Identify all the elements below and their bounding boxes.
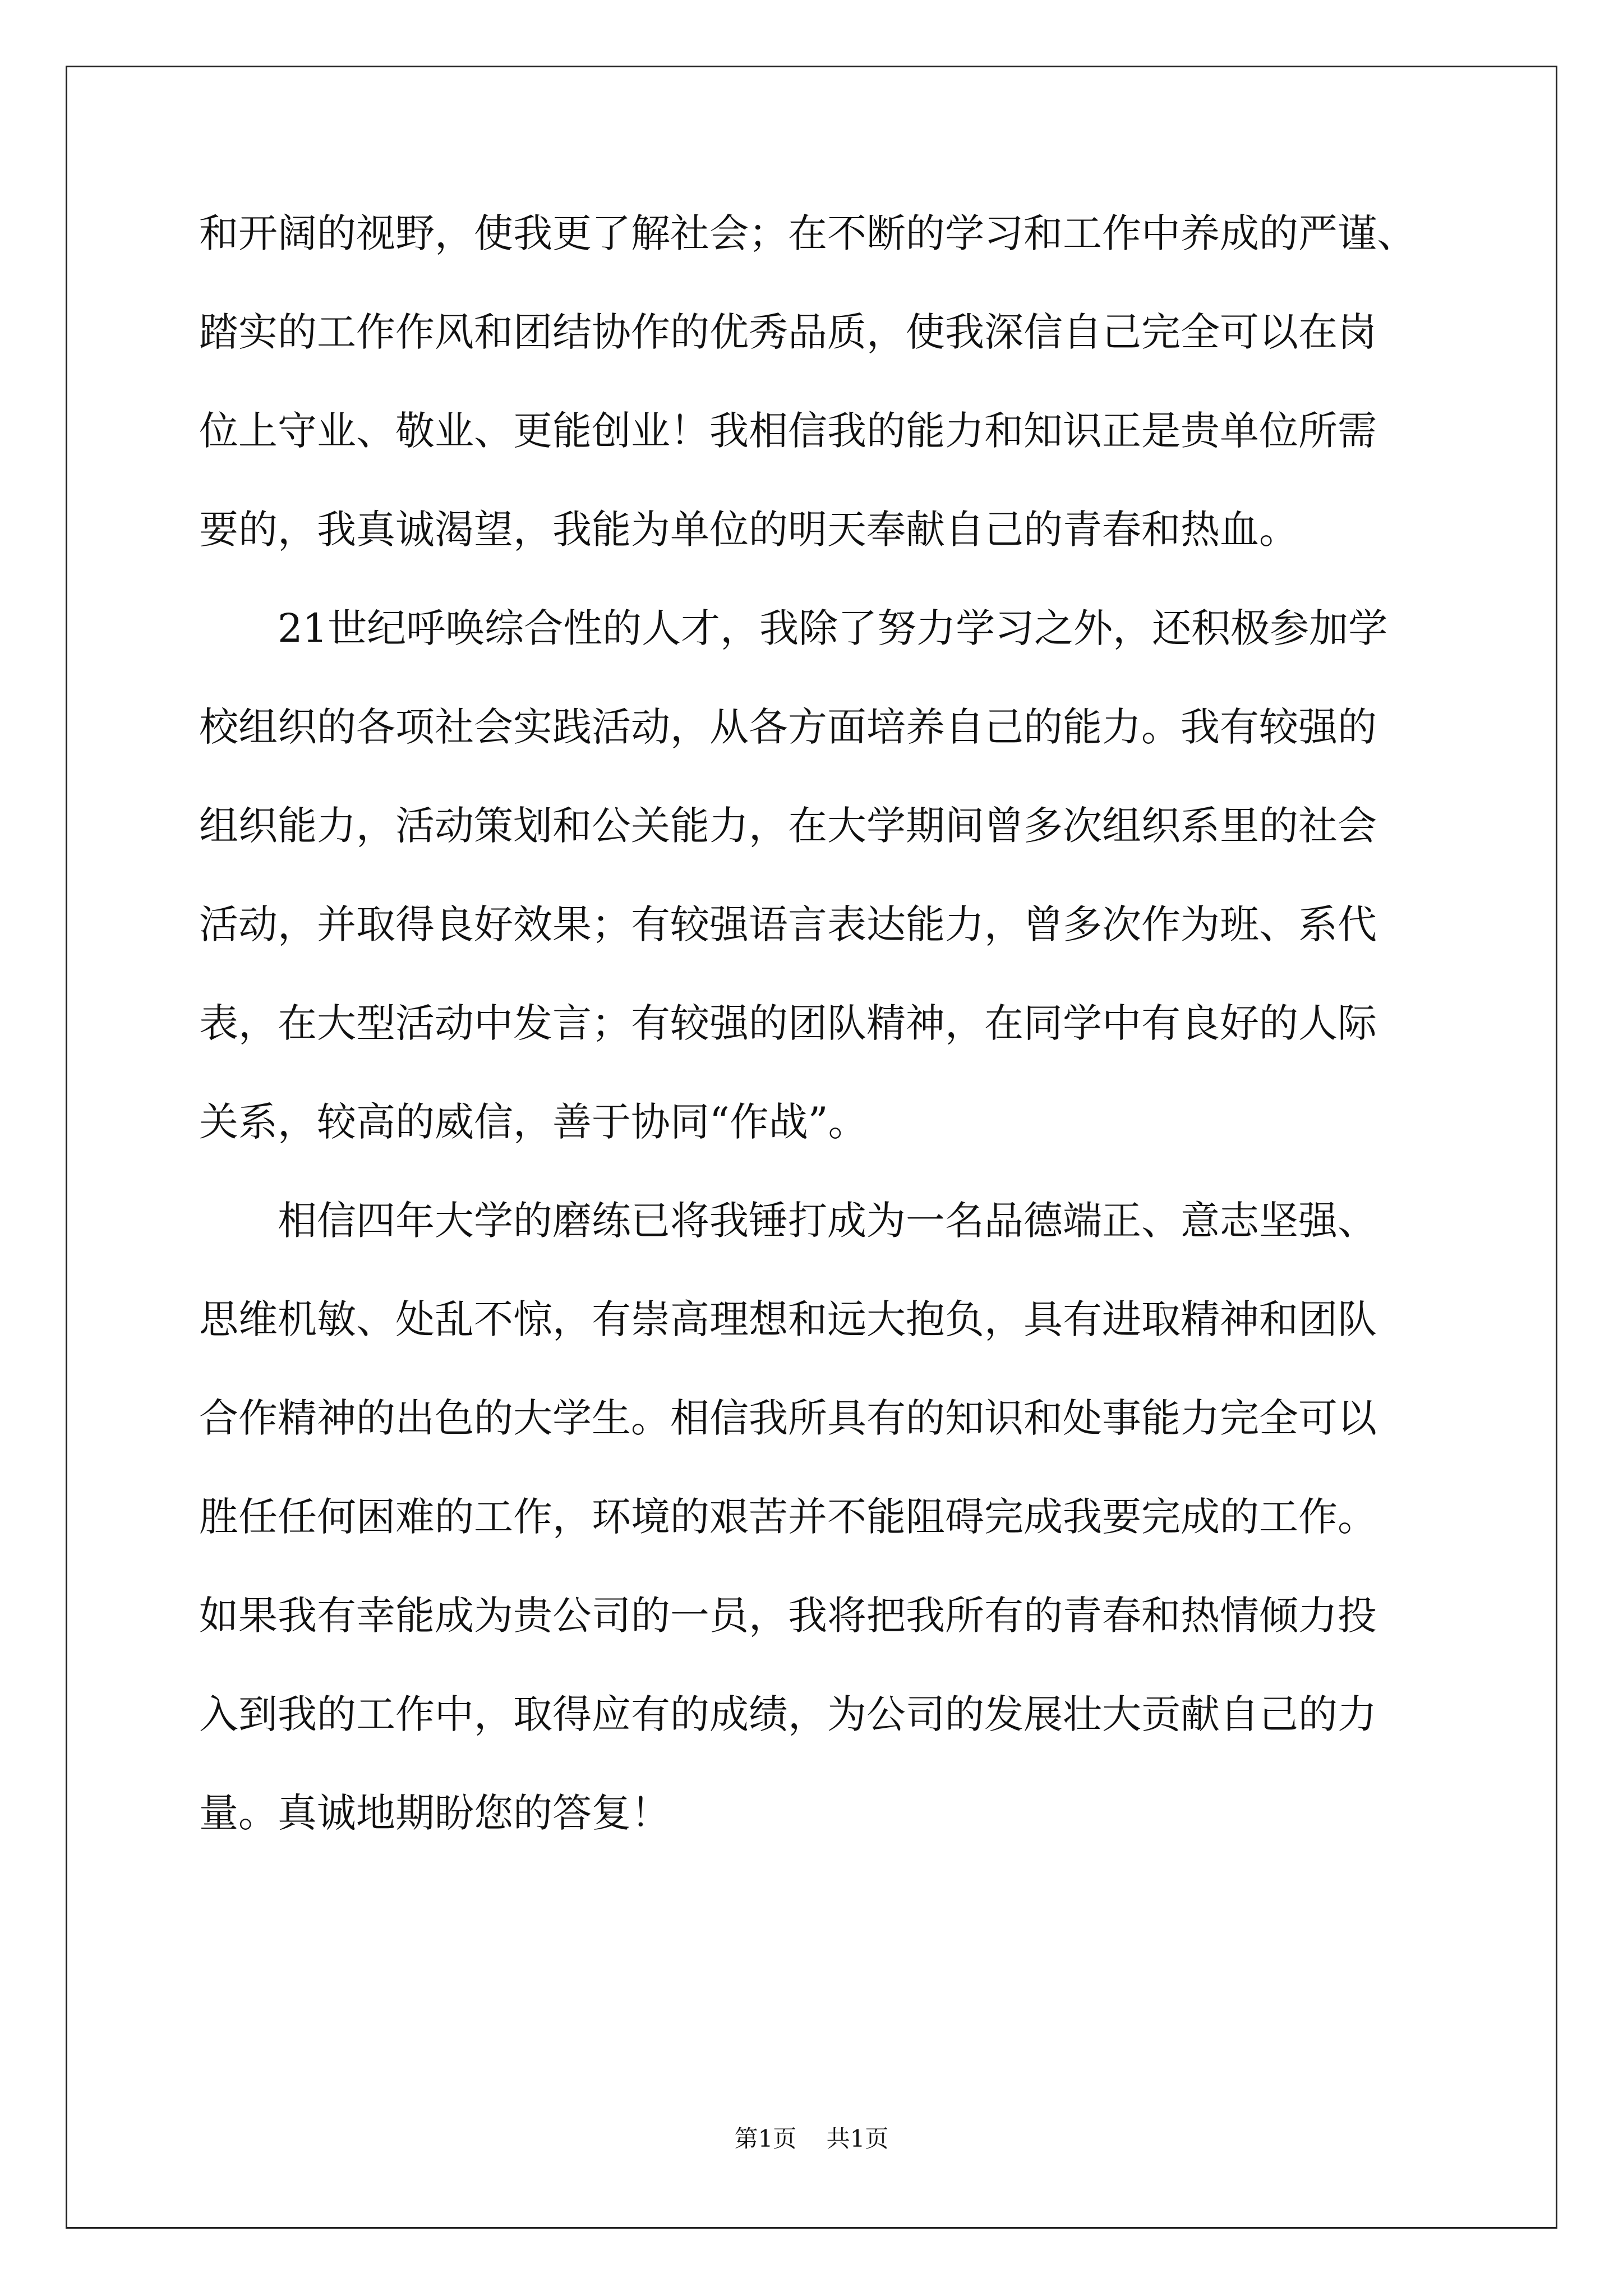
text-line: 组织能力，活动策划和公关能力，在大学期间曾多次组织系里的社会 xyxy=(199,803,1377,849)
text-line: 合作精神的出色的大学生。相信我所具有的知识和处事能力完全可以 xyxy=(199,1395,1377,1441)
text-line: 量。真诚地期盼您的答复！ xyxy=(199,1790,670,1836)
text-line: 思维机敏、处乱不惊，有崇高理想和远大抱负，具有进取精神和团队 xyxy=(199,1296,1377,1342)
page-number-total: 共1页 xyxy=(826,2125,889,2152)
text-line: 活动，并取得良好效果；有较强语言表达能力，曾多次作为班、系代 xyxy=(199,901,1377,947)
text-line: 21世纪呼唤综合性的人才，我除了努力学习之外，还积极参加学 xyxy=(278,605,1388,651)
document-body xyxy=(199,184,1455,1862)
page-number-current: 第1页 xyxy=(734,2125,797,2152)
text-line: 和开阔的视野，使我更了解社会；在不断的学习和工作中养成的严谨、 xyxy=(199,210,1416,256)
text-line: 表，在大型活动中发言；有较强的团队精神，在同学中有良好的人际 xyxy=(199,1000,1377,1046)
text-line: 踏实的工作作风和团结协作的优秀品质，使我深信自己完全可以在岗 xyxy=(199,309,1377,355)
text-line: 相信四年大学的磨练已将我锤打成为一名品德端正、意志坚强、 xyxy=(278,1198,1377,1244)
text-line: 校组织的各项社会实践活动，从各方面培养自己的能力。我有较强的 xyxy=(199,704,1377,750)
text-line: 入到我的工作中，取得应有的成绩，为公司的发展壮大贡献自己的力 xyxy=(199,1691,1377,1737)
page-footer xyxy=(0,2122,1623,2156)
text-line: 胜任任何困难的工作，环境的艰苦并不能阻碍完成我要完成的工作。 xyxy=(199,1494,1377,1540)
text-line: 关系，较高的威信，善于协同“作战”。 xyxy=(199,1099,868,1145)
text-line: 位上守业、敬业、更能创业！我相信我的能力和知识正是贵单位所需 xyxy=(199,408,1377,454)
text-line: 要的，我真诚渴望，我能为单位的明天奉献自己的青春和热血。 xyxy=(199,507,1298,553)
text-line: 如果我有幸能成为贵公司的一员，我将把我所有的青春和热情倾力投 xyxy=(199,1593,1377,1639)
